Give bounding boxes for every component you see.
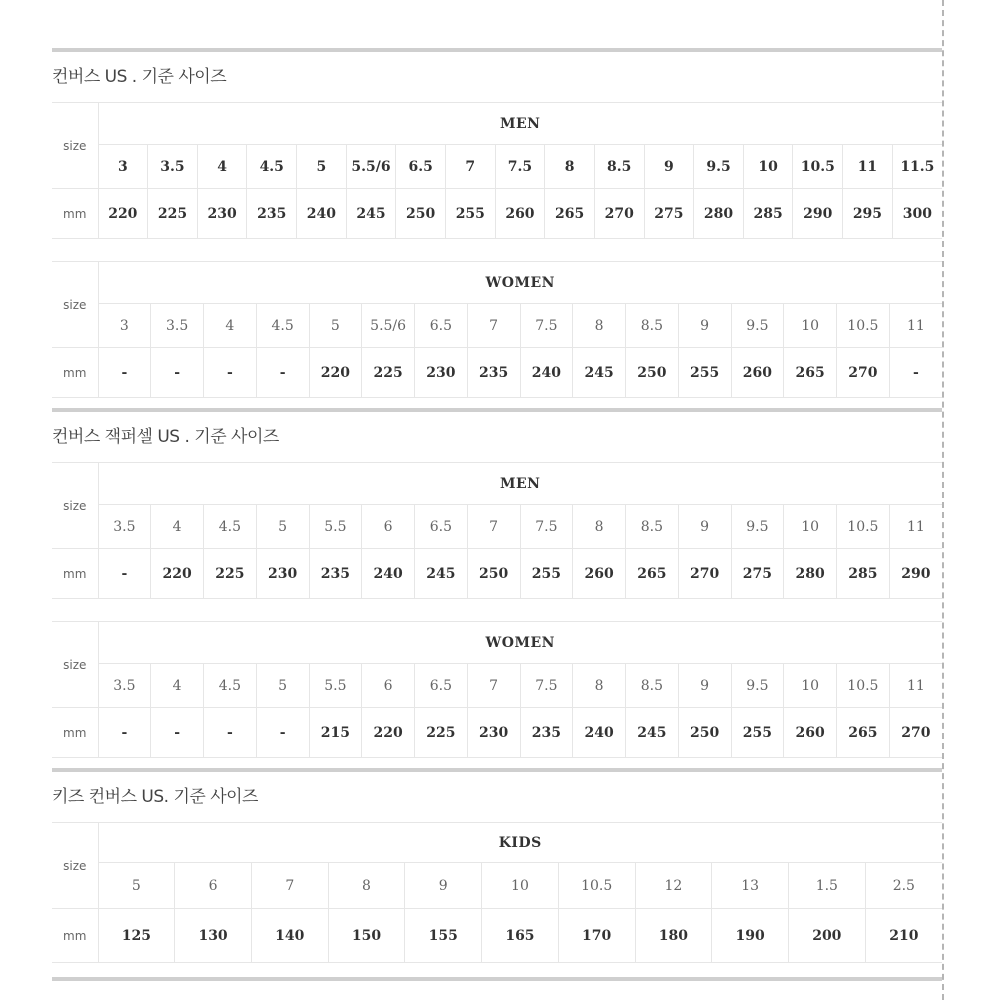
mm-size-cell: 240 (573, 708, 626, 758)
mm-size-cell: 265 (626, 549, 679, 599)
us-size-cell: 5.5/6 (346, 145, 396, 189)
mm-size-cell: 220 (309, 348, 362, 398)
mm-size-cell: 250 (678, 708, 731, 758)
section-divider (52, 977, 942, 981)
us-size-cell: 5 (297, 145, 347, 189)
mm-size-cell: 260 (731, 348, 784, 398)
us-size-cell: 10 (784, 664, 837, 708)
us-size-cell: 8 (545, 145, 595, 189)
us-size-cell: 9 (678, 505, 731, 549)
size-label: size (52, 262, 98, 348)
us-size-cell: 8 (573, 304, 626, 348)
mm-size-cell: - (151, 348, 204, 398)
group-header: MEN (98, 463, 942, 505)
us-size-cell: 4.5 (204, 505, 257, 549)
mm-size-cell: - (98, 708, 151, 758)
us-size-cell: 8.5 (626, 505, 679, 549)
us-size-cell: 9.5 (731, 505, 784, 549)
us-size-cell: 7.5 (520, 304, 573, 348)
us-size-cell: 6 (175, 863, 252, 909)
mm-size-cell: 140 (251, 909, 328, 963)
mm-size-cell: 240 (362, 549, 415, 599)
us-size-cell: 5.5 (309, 505, 362, 549)
section-gap (52, 398, 942, 408)
dashed-divider (942, 0, 944, 1000)
mm-size-cell: 270 (594, 189, 644, 239)
us-size-cell: 7.5 (520, 505, 573, 549)
mm-size-cell: 255 (520, 549, 573, 599)
us-size-cell: 7.5 (520, 664, 573, 708)
us-size-cell: 3.5 (151, 304, 204, 348)
us-size-cell: 7 (445, 145, 495, 189)
mm-size-cell: 285 (837, 549, 890, 599)
mm-size-cell: 245 (415, 549, 468, 599)
us-size-cell: 9.5 (731, 304, 784, 348)
mm-size-cell: 235 (309, 549, 362, 599)
mm-size-cell: 235 (247, 189, 297, 239)
us-size-cell: 9.5 (731, 664, 784, 708)
us-size-cell: 2.5 (865, 863, 942, 909)
mm-size-cell: 165 (482, 909, 559, 963)
us-size-cell: 4 (151, 664, 204, 708)
mm-size-cell: 250 (626, 348, 679, 398)
mm-size-cell: 230 (256, 549, 309, 599)
mm-size-cell: 245 (573, 348, 626, 398)
us-size-cell: 3 (98, 304, 151, 348)
mm-size-cell: 260 (495, 189, 545, 239)
mm-size-cell: 210 (865, 909, 942, 963)
us-size-cell: 9 (644, 145, 694, 189)
us-size-cell: 11 (843, 145, 893, 189)
us-size-cell: 10.5 (837, 304, 890, 348)
mm-size-cell: 230 (197, 189, 247, 239)
mm-size-cell: 280 (694, 189, 744, 239)
us-size-cell: 9 (678, 304, 731, 348)
us-size-cell: 10.5 (837, 664, 890, 708)
mm-size-cell: 260 (784, 708, 837, 758)
mm-size-cell: 230 (415, 348, 468, 398)
size-table-men (52, 102, 942, 239)
us-size-cell: 13 (712, 863, 789, 909)
mm-size-cell: 260 (573, 549, 626, 599)
us-size-cell: 3 (98, 145, 148, 189)
us-size-cell: 3.5 (98, 664, 151, 708)
mm-size-cell: 280 (784, 549, 837, 599)
section-gap (52, 758, 942, 768)
us-size-cell: 10 (743, 145, 793, 189)
us-size-cell: 9 (405, 863, 482, 909)
size-table-kids (52, 822, 942, 963)
mm-size-cell: 265 (784, 348, 837, 398)
size-table-women (52, 621, 942, 758)
mm-size-cell: 180 (635, 909, 712, 963)
size-chart (52, 48, 942, 981)
mm-size-cell: 235 (520, 708, 573, 758)
us-size-cell: 11 (889, 505, 942, 549)
mm-size-cell: - (256, 348, 309, 398)
us-size-cell: 10.5 (837, 505, 890, 549)
us-size-cell: 5 (256, 505, 309, 549)
size-label: size (52, 622, 98, 708)
us-size-cell: 7 (467, 304, 520, 348)
us-size-cell: 4 (204, 304, 257, 348)
mm-size-cell: - (204, 708, 257, 758)
mm-size-cell: 285 (743, 189, 793, 239)
mm-size-cell: 240 (520, 348, 573, 398)
us-size-cell: 6.5 (415, 505, 468, 549)
mm-size-cell: 130 (175, 909, 252, 963)
section-title: 컨버스 US . 기준 사이즈 (52, 67, 227, 87)
us-size-cell: 10.5 (558, 863, 635, 909)
size-label: size (52, 103, 98, 189)
us-size-cell: 6 (362, 505, 415, 549)
mm-size-cell: 250 (396, 189, 446, 239)
mm-size-cell: 270 (837, 348, 890, 398)
mm-size-cell: 255 (445, 189, 495, 239)
mm-size-cell: 235 (467, 348, 520, 398)
us-size-cell: 4 (197, 145, 247, 189)
mm-size-cell: - (204, 348, 257, 398)
us-size-cell: 7 (251, 863, 328, 909)
mm-size-cell: 300 (892, 189, 942, 239)
mm-size-cell: 215 (309, 708, 362, 758)
mm-size-cell: 275 (731, 549, 784, 599)
us-size-cell: 7.5 (495, 145, 545, 189)
mm-size-cell: 295 (843, 189, 893, 239)
us-size-cell: 8 (573, 505, 626, 549)
mm-size-cell: - (889, 348, 942, 398)
us-size-cell: 9 (678, 664, 731, 708)
mm-label: mm (52, 348, 98, 398)
us-size-cell: 1.5 (788, 863, 865, 909)
mm-size-cell: 245 (346, 189, 396, 239)
us-size-cell: 8.5 (594, 145, 644, 189)
mm-size-cell: - (98, 348, 151, 398)
us-size-cell: 11 (889, 664, 942, 708)
mm-label: mm (52, 909, 98, 963)
us-size-cell: 10 (482, 863, 559, 909)
us-size-cell: 6 (362, 664, 415, 708)
group-header: MEN (98, 103, 942, 145)
size-label: size (52, 823, 98, 909)
us-size-cell: 7 (467, 664, 520, 708)
us-size-cell: 8.5 (626, 664, 679, 708)
us-size-cell: 8.5 (626, 304, 679, 348)
mm-size-cell: 155 (405, 909, 482, 963)
us-size-cell: 9.5 (694, 145, 744, 189)
mm-size-cell: 220 (98, 189, 148, 239)
us-size-cell: 11 (889, 304, 942, 348)
us-size-cell: 4.5 (256, 304, 309, 348)
mm-size-cell: 225 (148, 189, 198, 239)
mm-size-cell: 125 (98, 909, 175, 963)
mm-size-cell: 275 (644, 189, 694, 239)
us-size-cell: 5 (256, 664, 309, 708)
us-size-cell: 10.5 (793, 145, 843, 189)
us-size-cell: 11.5 (892, 145, 942, 189)
mm-size-cell: 290 (889, 549, 942, 599)
mm-size-cell: 225 (415, 708, 468, 758)
mm-size-cell: 220 (151, 549, 204, 599)
us-size-cell: 6.5 (396, 145, 446, 189)
us-size-cell: 8 (328, 863, 405, 909)
size-table-men (52, 462, 942, 599)
us-size-cell: 8 (573, 664, 626, 708)
us-size-cell: 4.5 (204, 664, 257, 708)
mm-size-cell: 250 (467, 549, 520, 599)
table-gap (52, 239, 942, 261)
us-size-cell: 6.5 (415, 664, 468, 708)
mm-size-cell: 150 (328, 909, 405, 963)
mm-size-cell: - (256, 708, 309, 758)
group-header: KIDS (98, 823, 942, 863)
mm-size-cell: 240 (297, 189, 347, 239)
mm-label: mm (52, 189, 98, 239)
mm-size-cell: 265 (545, 189, 595, 239)
mm-size-cell: 225 (362, 348, 415, 398)
mm-label: mm (52, 708, 98, 758)
mm-size-cell: 270 (678, 549, 731, 599)
size-table-women (52, 261, 942, 398)
group-header: WOMEN (98, 622, 942, 664)
mm-size-cell: 230 (467, 708, 520, 758)
us-size-cell: 5.5 (309, 664, 362, 708)
us-size-cell: 5.5/6 (362, 304, 415, 348)
us-size-cell: 5 (98, 863, 175, 909)
mm-size-cell: 200 (788, 909, 865, 963)
mm-size-cell: 170 (558, 909, 635, 963)
mm-size-cell: 245 (626, 708, 679, 758)
us-size-cell: 3.5 (98, 505, 151, 549)
bottom-gap (52, 963, 942, 977)
mm-size-cell: 265 (837, 708, 890, 758)
mm-size-cell: 270 (889, 708, 942, 758)
mm-size-cell: 190 (712, 909, 789, 963)
mm-label: mm (52, 549, 98, 599)
us-size-cell: 3.5 (148, 145, 198, 189)
size-label: size (52, 463, 98, 549)
us-size-cell: 4.5 (247, 145, 297, 189)
us-size-cell: 6.5 (415, 304, 468, 348)
mm-size-cell: 220 (362, 708, 415, 758)
us-size-cell: 12 (635, 863, 712, 909)
mm-size-cell: 225 (204, 549, 257, 599)
us-size-cell: 4 (151, 505, 204, 549)
us-size-cell: 5 (309, 304, 362, 348)
table-gap (52, 599, 942, 621)
mm-size-cell: - (151, 708, 204, 758)
mm-size-cell: 290 (793, 189, 843, 239)
us-size-cell: 10 (784, 505, 837, 549)
mm-size-cell: 255 (678, 348, 731, 398)
us-size-cell: 10 (784, 304, 837, 348)
us-size-cell: 7 (467, 505, 520, 549)
mm-size-cell: - (98, 549, 151, 599)
mm-size-cell: 255 (731, 708, 784, 758)
section-title: 키즈 컨버스 US. 기준 사이즈 (52, 787, 258, 807)
section-title: 컨버스 잭퍼셀 US . 기준 사이즈 (52, 427, 279, 447)
group-header: WOMEN (98, 262, 942, 304)
